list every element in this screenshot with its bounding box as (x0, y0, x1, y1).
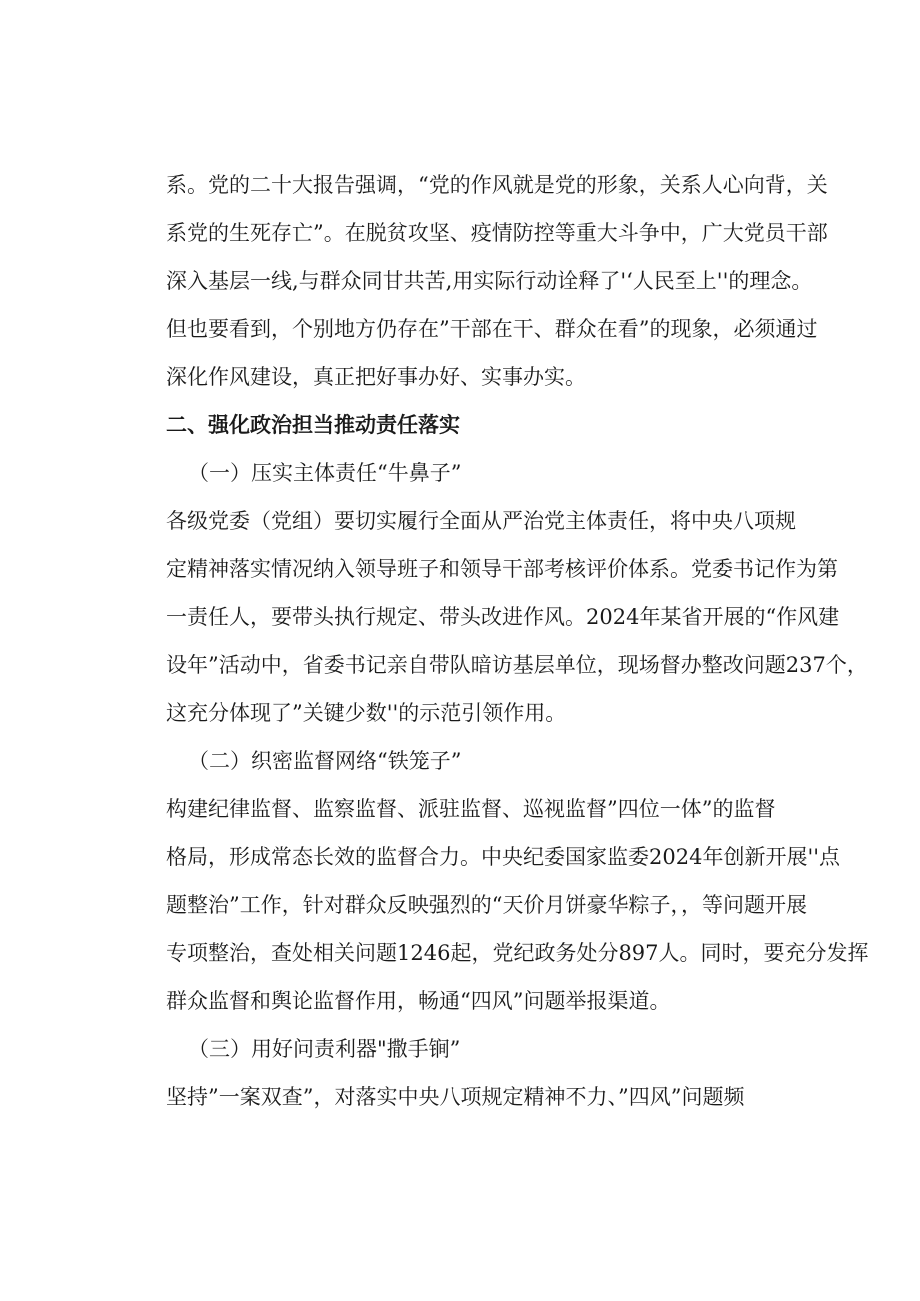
paragraph-3-line-2: 格局，形成常态长效的监督合力。中央纪委国家监委2024年创新开展''点 (166, 845, 840, 869)
paragraph-2-line-1: 各级党委（党组）要切实履行全面从严治党主体责任，将中央八项规 (166, 509, 796, 533)
paragraph-2-line-4: 设年”活动中，省委书记亲自带队暗访基层单位，现场督办整改问题237个， (166, 653, 868, 677)
paragraph-3-line-5: 群众监督和舆论监督作用，畅通“四风”问题举报渠道。 (166, 989, 671, 1013)
subsection-heading-2: （二）织密监督网络“铁笼子” (188, 749, 462, 773)
paragraph-2-line-3: 一责任人，要带头执行规定、带头改进作风。2024年某省开展的“作风建 (166, 605, 840, 629)
paragraph-1-line-5: 深化作风建设，真正把好事办好、实事办实。 (166, 365, 586, 389)
paragraph-3-line-3: 题整治”工作，针对群众反映强烈的“天价月饼豪华粽子，，等问题开展 (166, 893, 807, 917)
paragraph-3-line-1: 构建纪律监督、监察监督、派驻监督、巡视监督”四位一体”的监督 (166, 797, 776, 821)
paragraph-3-line-4: 专项整治，查处相关问题1246起，党纪政务处分897人。同时，要充分发挥 (166, 941, 869, 965)
paragraph-4-line-1: 坚持”一案双查”，对落实中央八项规定精神不力、”四风”问题频 (166, 1085, 745, 1109)
subsection-heading-1: （一）压实主体责任“牛鼻子” (188, 461, 462, 485)
paragraph-1-line-1: 系。党的二十大报告强调，“党的作风就是党的形象，关系人心向背，关 (166, 173, 828, 197)
section-heading-2: 二、强化政治担当推动责任落实 (166, 413, 460, 437)
paragraph-1-line-3: 深入基层一线,与群众同甘共苦,用实际行动诠释了'‘人民至上''的理念。 (166, 269, 813, 293)
subsection-heading-3: （三）用好问责利器"撒手锏” (188, 1037, 461, 1061)
paragraph-2-line-5: 这充分体现了”关键少数''的示范引领作用。 (166, 701, 567, 725)
paragraph-2-line-2: 定精神落实情况纳入领导班子和领导干部考核评价体系。党委书记作为第 (166, 557, 838, 581)
paragraph-1-line-2: 系党的生死存亡”。在脱贫攻坚、疫情防控等重大斗争中，广大党员干部 (166, 221, 828, 245)
paragraph-1-line-4: 但也要看到，个别地方仍存在”干部在干、群众在看”的现象，必须通过 (166, 317, 818, 341)
